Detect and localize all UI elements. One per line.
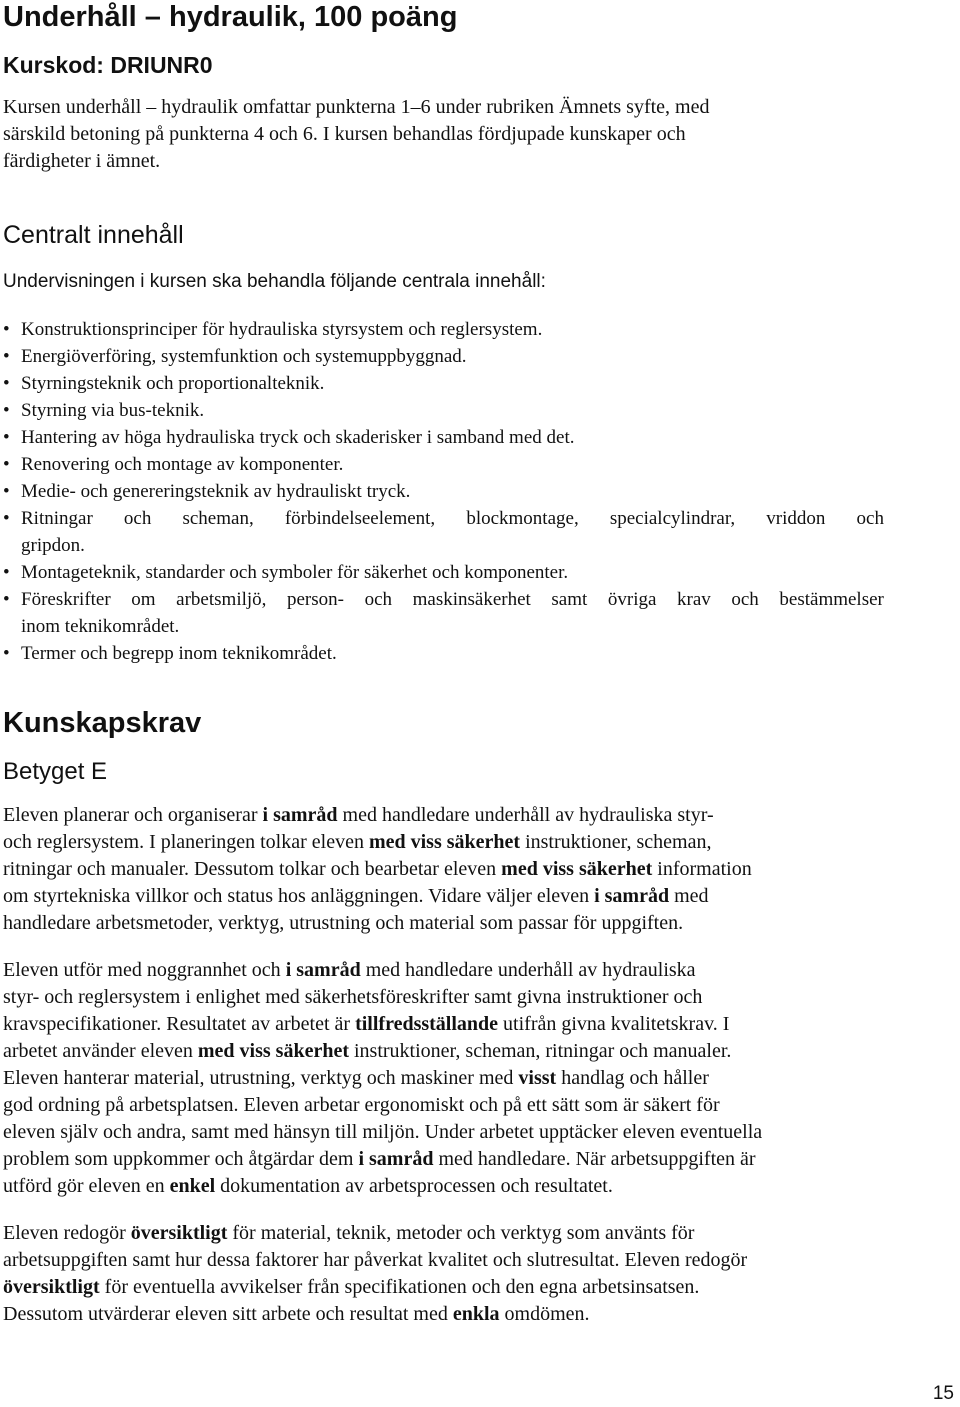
grade-e-paragraph-execution xyxy=(3,957,903,1200)
bullet-icon: • xyxy=(3,562,10,583)
list-item-text: Styrning via bus-teknik. xyxy=(21,400,205,421)
paragraph-line: översiktligt för eventuella avvikelser från specifikationen och den egna arbetsinsatsen. xyxy=(3,1276,700,1298)
course-code: Kurskod: DRIUNR0 xyxy=(3,52,213,78)
list-item xyxy=(0,370,900,397)
page-number: 15 xyxy=(932,1383,954,1404)
knowledge-requirements-heading: Kunskapskrav xyxy=(3,707,202,739)
list-item-text: Konstruktionsprinciper för hydrauliska styrsystem och reglersystem. xyxy=(21,319,543,340)
list-item xyxy=(0,316,900,343)
paragraph-line: eleven själv och andra, samt med hänsyn till miljön. Under arbetet upptäcker eleven eventuella xyxy=(3,1121,763,1143)
paragraph-line: Eleven planerar och organiserar i samråd med handledare underhåll av hydrauliska styr- xyxy=(3,804,714,826)
paragraph-line: Eleven hanterar material, utrustning, verktyg och maskiner med visst handlag och håller xyxy=(3,1067,709,1089)
intro-line: särskild betoning på punkterna 4 och 6. I kursen behandlas fördjupade kunskaper och xyxy=(3,123,686,145)
list-item-text xyxy=(21,505,900,559)
list-item-line: Ritningar och scheman, förbindelseelement, blockmontage, specialcylindrar, vriddon och xyxy=(21,508,884,529)
bullet-icon: • xyxy=(3,319,10,340)
paragraph-line: kravspecifikationer. Resultatet av arbetet är tillfredsställande utifrån givna kvalitetskrav. I xyxy=(3,1013,730,1035)
paragraph-line: arbetsuppgiften samt hur dessa faktorer har påverkat kvalitet och slutresultat. Eleven redogör xyxy=(3,1249,748,1271)
list-item xyxy=(0,478,900,505)
list-item-line: Föreskrifter om arbetsmiljö, person- och maskinsäkerhet samt övriga krav och bestämmelser xyxy=(21,589,884,610)
list-item-text: Medie- och genereringsteknik av hydrauliskt tryck. xyxy=(21,481,411,502)
list-item-text: Montageteknik, standarder och symboler för säkerhet och komponenter. xyxy=(21,562,569,583)
list-item-text: Renovering och montage av komponenter. xyxy=(21,454,344,475)
paragraph-line: ritningar och manualer. Dessutom tolkar och bearbetar eleven med viss säkerhet information xyxy=(3,858,752,880)
list-item xyxy=(0,559,900,586)
course-intro xyxy=(3,94,883,175)
bullet-icon: • xyxy=(3,643,10,664)
central-content-lead: Undervisningen i kursen ska behandla följande centrala innehåll: xyxy=(3,271,546,292)
list-item xyxy=(0,505,900,559)
list-item xyxy=(0,640,900,667)
course-title: Underhåll – hydraulik, 100 poäng xyxy=(3,1,458,33)
grade-e-paragraph-evaluation xyxy=(3,1220,903,1328)
paragraph-line: problem som uppkommer och åtgärdar dem i samråd med handledare. När arbetsuppgiften är xyxy=(3,1148,756,1170)
paragraph-line: arbetet använder eleven med viss säkerhet instruktioner, scheman, ritningar och manualer. xyxy=(3,1040,732,1062)
list-item xyxy=(0,451,900,478)
bullet-icon: • xyxy=(3,481,10,502)
central-content-heading: Centralt innehåll xyxy=(3,221,184,249)
central-content-list xyxy=(0,316,900,667)
list-item-line: inom teknikområdet. xyxy=(21,616,180,637)
list-item-text: Hantering av höga hydrauliska tryck och skaderisker i samband med det. xyxy=(21,427,575,448)
paragraph-line: handledare arbetsmetoder, verktyg, utrustning och material som passar för uppgiften. xyxy=(3,912,684,934)
grade-e-heading: Betyget E xyxy=(3,758,108,785)
list-item-text: Styrningsteknik och proportionalteknik. xyxy=(21,373,325,394)
list-item-line: gripdon. xyxy=(21,535,85,556)
intro-line: Kursen underhåll – hydraulik omfattar punkterna 1–6 under rubriken Ämnets syfte, med xyxy=(3,96,710,118)
bullet-icon: • xyxy=(3,346,10,367)
intro-line: färdigheter i ämnet. xyxy=(3,150,161,172)
list-item xyxy=(0,397,900,424)
bullet-icon: • xyxy=(3,589,10,610)
paragraph-line: Eleven redogör översiktligt för material, teknik, metoder och verktyg som använts för xyxy=(3,1222,695,1244)
bullet-icon: • xyxy=(3,373,10,394)
list-item xyxy=(0,343,900,370)
bullet-icon: • xyxy=(3,508,10,529)
paragraph-line: Eleven utför med noggrannhet och i samråd med handledare underhåll av hydrauliska xyxy=(3,959,696,981)
list-item-text xyxy=(21,586,900,640)
paragraph-line: Dessutom utvärderar eleven sitt arbete och resultat med enkla omdömen. xyxy=(3,1303,590,1325)
bullet-icon: • xyxy=(3,454,10,475)
bullet-icon: • xyxy=(3,427,10,448)
paragraph-line: styr- och reglersystem i enlighet med säkerhetsföreskrifter samt givna instruktioner och xyxy=(3,986,703,1008)
paragraph-line: om styrtekniska villkor och status hos anläggningen. Vidare väljer eleven i samråd med xyxy=(3,885,709,907)
paragraph-line: god ordning på arbetsplatsen. Eleven arbetar ergonomiskt och på ett sätt som är säkert för xyxy=(3,1094,720,1116)
bullet-icon: • xyxy=(3,400,10,421)
list-item-text: Energiöverföring, systemfunktion och systemuppbyggnad. xyxy=(21,346,467,367)
paragraph-line: och reglersystem. I planeringen tolkar eleven med viss säkerhet instruktioner, scheman, xyxy=(3,831,712,853)
list-item xyxy=(0,424,900,451)
list-item xyxy=(0,586,900,640)
list-item-text: Termer och begrepp inom teknikområdet. xyxy=(21,643,337,664)
paragraph-line: utförd gör eleven en enkel dokumentation av arbetsprocessen och resultatet. xyxy=(3,1175,613,1197)
grade-e-paragraph-planning xyxy=(3,802,903,937)
